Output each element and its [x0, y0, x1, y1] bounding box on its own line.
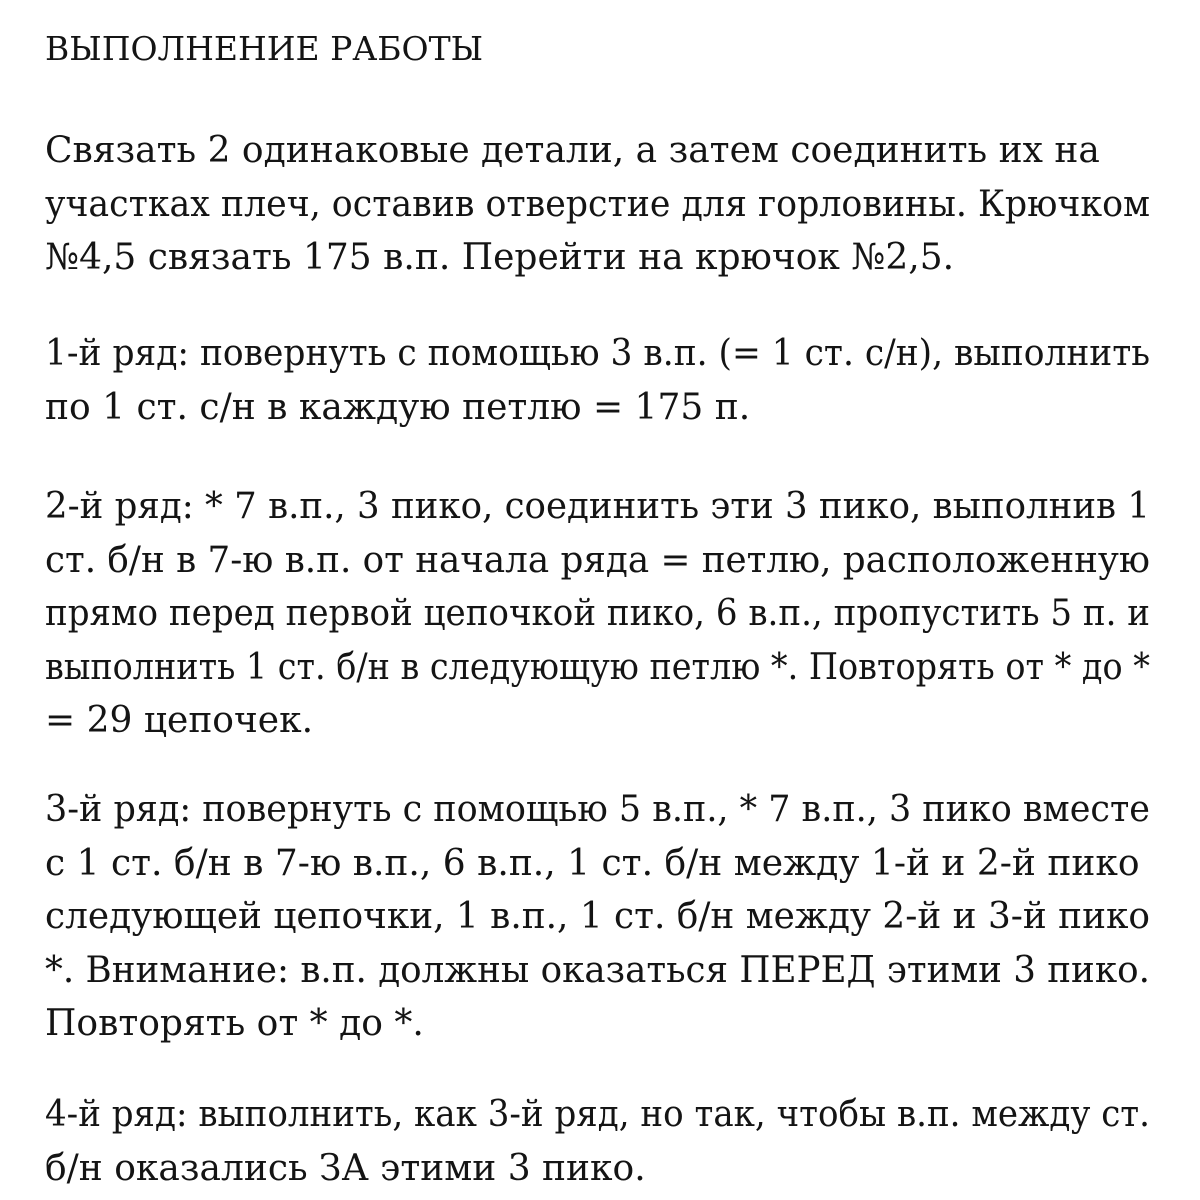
text-line: выполнить 1 ст. б/н в следующую петлю *. Повторять от * до * [45, 646, 1150, 688]
text-line: следующей цепочки, 1 в.п., 1 ст. б/н между 2-й и 3-й пико [45, 896, 1150, 937]
text-line: Повторять от * до *. [45, 1003, 424, 1044]
text-line: по 1 ст. с/н в каждую петлю = 175 п. [45, 386, 751, 428]
section-heading: ВЫПОЛНЕНИЕ РАБОТЫ [45, 29, 484, 68]
paragraph-row-3 [45, 783, 1165, 1051]
text-line: 1-й ряд: повернуть с помощью 3 в.п. (= 1 ст. с/н), выполнить [45, 333, 1151, 374]
text-line: *. Внимание: в.п. должны оказаться ПЕРЕД этими 3 пико. [45, 949, 1150, 991]
paragraph-row-4 [45, 1088, 1165, 1195]
text-line: 3-й ряд: повернуть с помощью 5 в.п., * 7 в.п., 3 пико вместе [45, 789, 1150, 830]
text-line: б/н оказались ЗА этими 3 пико. [45, 1147, 646, 1189]
text-line: = 29 цепочек. [45, 700, 314, 741]
paragraph-row-1 [45, 327, 1165, 434]
text-line: 2-й ряд: * 7 в.п., 3 пико, соединить эти 3 пико, выполнив 1 [45, 486, 1151, 527]
text-line: ст. б/н в 7-ю в.п. от начала ряда = петлю, расположенную [45, 539, 1150, 581]
paragraph-row-2 [45, 480, 1165, 748]
paragraph-intro [45, 124, 1165, 285]
text-line: прямо перед первой цепочкой пико, 6 в.п., пропустить 5 п. и [45, 593, 1151, 634]
text-line: участках плеч, оставив отверстие для горловины. Крючком [45, 183, 1151, 225]
text-line: №4,5 связать 175 в.п. Перейти на крючок №2,5. [45, 237, 955, 278]
text-line: Связать 2 одинаковые детали, а затем соединить их на [45, 130, 1100, 171]
text-line: 4-й ряд: выполнить, как 3-й ряд, но так, чтобы в.п. между ст. [45, 1094, 1150, 1135]
text-line: с 1 ст. б/н в 7-ю в.п., 6 в.п., 1 ст. б/н между 1-й и 2-й пико [45, 842, 1140, 884]
